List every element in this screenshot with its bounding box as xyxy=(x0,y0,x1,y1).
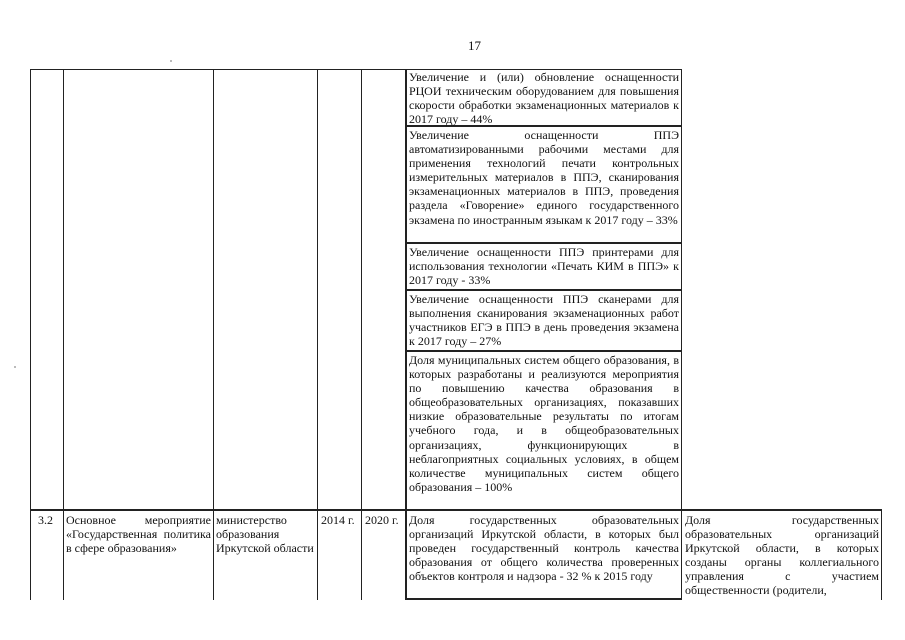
indicator-cell: Увеличение оснащенности ППЭ принтерами для использования технологии «Печать КИМ в ППЭ» к 2017 году - 33% xyxy=(409,245,679,288)
col-divider xyxy=(213,69,214,600)
indicator-cell: Увеличение и (или) обновление оснащенности РЦОИ техническим оборудованием для повышения скорости обработки экзаменационных материалов к 2017 году – 44% xyxy=(409,70,679,127)
row-divider xyxy=(405,350,682,352)
result-cell: Доля государственных образовательных организаций Иркутской области, в которых созданы органы коллегиального управления с участием общественности (родители, xyxy=(685,513,879,598)
row-divider xyxy=(405,289,682,291)
start-year: 2014 г. xyxy=(321,513,355,527)
event-name: Основное мероприятие «Государственная политика в сфере образования» xyxy=(66,513,211,556)
scan-speck xyxy=(170,60,172,62)
table-border-right xyxy=(881,509,882,600)
scan-speck xyxy=(14,366,16,368)
row-divider xyxy=(405,598,682,600)
col-divider xyxy=(405,69,407,600)
col-divider xyxy=(317,69,318,600)
table-border-left xyxy=(30,69,31,600)
row-divider xyxy=(405,242,682,244)
col-divider xyxy=(361,69,362,600)
executor: министерство образования Иркутской области xyxy=(216,513,314,556)
col-divider xyxy=(681,69,682,600)
indicator-cell: Доля государственных образовательных организаций Иркутской области, в которых был проведен государственный контроль качества образования от общего количества проверенных объектов контроля и надзора - 32 % к 2015 году xyxy=(409,513,679,584)
row-divider xyxy=(30,509,882,511)
indicator-cell: Увеличение оснащенности ППЭ сканерами для выполнения сканирования экзаменационных работ участников ЕГЭ в ППЭ в день проведения экзамена к 2017 году – 27% xyxy=(409,292,679,349)
end-year: 2020 г. xyxy=(365,513,399,527)
row-number: 3.2 xyxy=(38,513,53,527)
col-divider xyxy=(63,69,64,600)
indicator-cell: Увеличение оснащенности ППЭ автоматизированными рабочими местами для применения технологий печати контрольных измерительных материалов в ППЭ, сканирования экзаменационных материалов в ППЭ, проведения раздела «Говорение» единого государственного экзамена по иностранным языкам к 2017 году – 33% xyxy=(409,128,679,227)
indicator-cell: Доля муниципальных систем общего образования, в которых разработаны и реализуются мероприятия по повышению качества образования в общеобразовательных организациях, показавших низкие образовательные результаты по итогам учебного года, и в общеобразовательных организациях, функционирующих в неблагоприятных социальных условиях, в общем количестве муниципальных систем общего образования – 100% xyxy=(409,353,679,494)
page-number: 17 xyxy=(468,38,481,53)
